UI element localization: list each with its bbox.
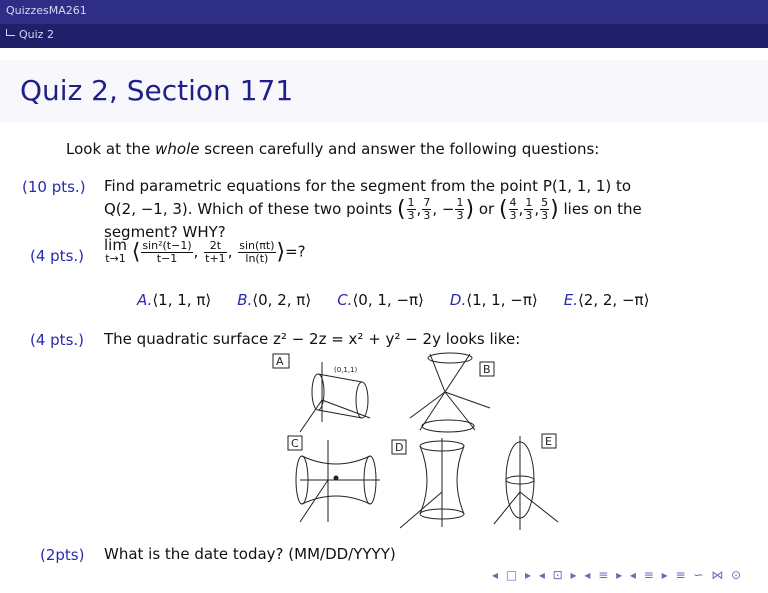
q1-text: Find parametric equations for the segment from the point P(1, 1, 1) to Q(2, −1, 3). Which of these two points ( $\frac{1}{3}$ , $\frac{7}{3}$ , − $\frac{1}{3}$ ) or ( $\frac{4}{3}$ , $\frac{1}{3}$ , $\frac{5}{3}$ ) lies on the segment? WHY? xyxy=(104,177,642,241)
surface-sketches xyxy=(270,352,580,534)
q2-points: (4 pts.) xyxy=(30,247,85,265)
beamer-navigation[interactable]: ◂ □ ▸ ◂ ⊡ ▸ ◂ ≡ ▸ ◂ ≡ ▸ ≡ ∽ ⋈ ⊙ xyxy=(492,568,744,582)
sketch-label-d: D xyxy=(395,441,404,454)
breadcrumb-course[interactable]: QuizzesMA261 xyxy=(6,4,87,17)
answer-b[interactable]: B.⟨0, 2, π⟩ xyxy=(237,291,312,309)
breadcrumb-quiz[interactable] xyxy=(6,28,54,41)
intro-text: Look at the whole screen carefully and answer the following questions: xyxy=(66,140,600,158)
q1-points: (10 pts.) xyxy=(22,178,86,196)
sketch-d[interactable] xyxy=(392,438,464,528)
q3-text: The quadratic surface z² − 2z = x² + y² − 2y looks like: xyxy=(104,330,521,348)
q4-text: What is the date today? (MM/DD/YYYY) xyxy=(104,545,396,563)
sketch-label-b: B xyxy=(483,363,491,376)
emphasis-word: whole xyxy=(155,140,200,158)
answer-d[interactable]: D.⟨1, 1, −π⟩ xyxy=(449,291,538,309)
page-title: Quiz 2, Section 171 xyxy=(20,74,294,107)
answer-c[interactable]: C.⟨0, 1, −π⟩ xyxy=(337,291,424,309)
sketch-label-c: C xyxy=(291,437,299,450)
q3-points: (4 pts.) xyxy=(30,331,85,349)
answer-a[interactable]: A.⟨1, 1, π⟩ xyxy=(137,291,212,309)
sketch-label-e: E xyxy=(545,435,552,448)
answer-e[interactable]: E.⟨2, 2, −π⟩ xyxy=(563,291,650,309)
breadcrumb-quiz-label: Quiz 2 xyxy=(19,28,54,41)
sketch-c[interactable] xyxy=(288,436,380,522)
q2-answer-choices xyxy=(137,291,649,309)
sketch-b[interactable] xyxy=(410,353,494,432)
sketch-point-label: (0,1,1) xyxy=(334,366,358,374)
sketch-a[interactable] xyxy=(273,354,370,432)
q2-text: lim t→1 ⟨ $\frac{\text{sin²(t−1)}}{t-1}$ , $\frac{2t}{t+1}$ , $\frac{\sin(\pi t)}{\ln(t)}$ ⟩=? xyxy=(104,236,306,265)
sketch-label-a: A xyxy=(276,355,284,368)
q4-points: (2pts) xyxy=(40,546,85,564)
sketch-e[interactable] xyxy=(494,434,558,530)
header-bar xyxy=(0,0,768,48)
